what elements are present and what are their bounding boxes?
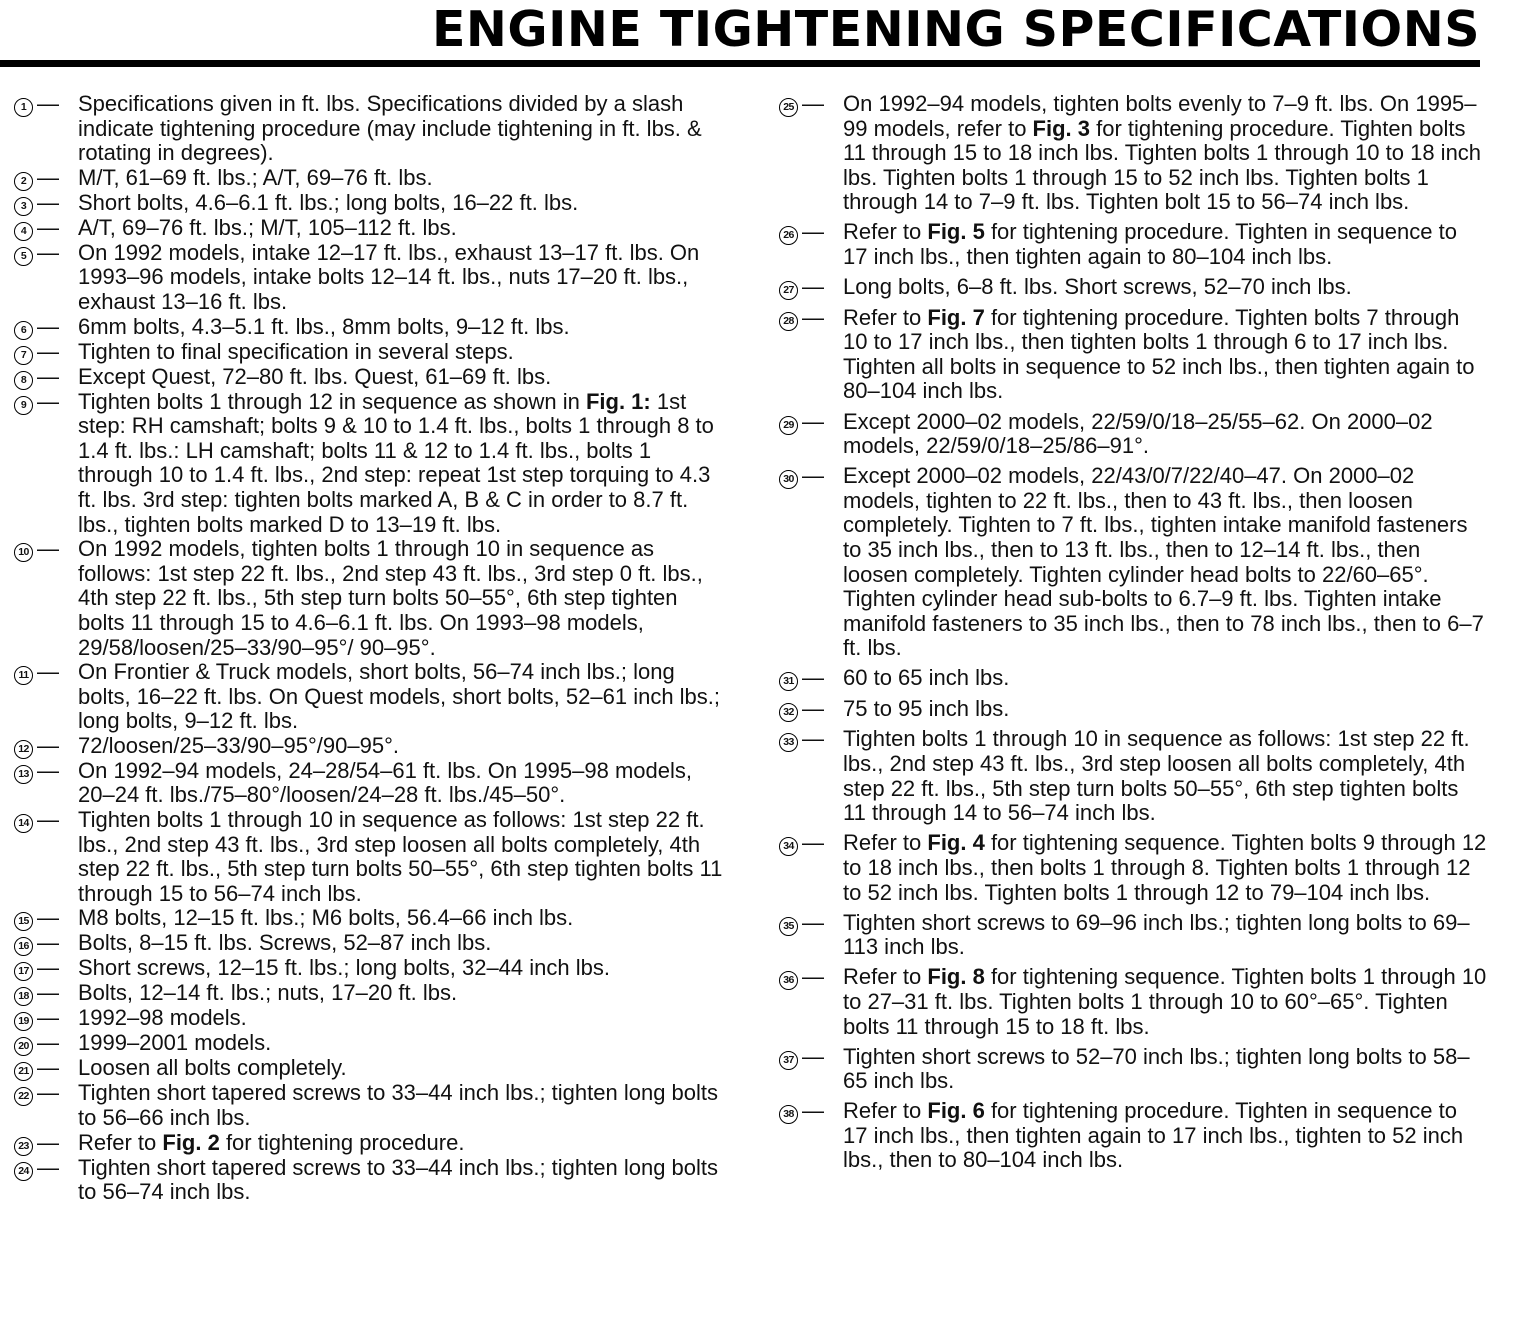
note-text-part: for tightening procedure. Tighten in sequence to 17 inch lbs., then tighten again to 80–104 inch lbs. [843,219,1457,270]
note-dash: — [802,830,824,856]
note-number-circle: 25 [779,98,798,117]
figure-reference: Fig. 3 [1032,115,1090,141]
note-text-part: 1st step: RH camshaft; bolts 9 & 10 to 1.4 ft. lbs., bolts 1 through 8 to 1.4 ft. lbs.: LH camshaft; bolts 11 & 12 to 1.4 ft. lbs., bolts 1 through 10 to 1.4 ft. lbs., 2nd step: repeat 1st step torquing to 4.3 ft. lbs. 3rd step: tighten bolts marked A, B & C in order to 8.7 ft. lbs., tighten bolts marked D to 13–19 ft. lbs. [78,388,714,537]
note-text [78,1081,724,1130]
note-text-part: Tighten short tapered screws to 33–44 inch lbs.; tighten long bolts to 56–66 inch lbs. [78,1080,719,1131]
note-dash: — [802,726,824,752]
spec-note [779,666,1487,691]
note-text-part: Tighten bolts 1 through 10 in sequence as follows: 1st step 22 ft. lbs., 2nd step 43 ft. lbs., 3rd step loosen all bolts completely, 4th step 22 ft. lbs., 5th step turn bolts 50–55°, 6th step tighten bolts 11 through 14 to 56–74 inch lbs. [843,726,1470,826]
note-text [843,1045,1487,1094]
note-text-part: Tighten bolts 1 through 12 in sequence as shown in [78,388,586,414]
note-number-circle: 19 [14,1012,33,1031]
note-text-part: Short bolts, 4.6–6.1 ft. lbs.; long bolts, 16–22 ft. lbs. [78,189,579,215]
spec-note [14,1031,724,1056]
note-text-part: Long bolts, 6–8 ft. lbs. Short screws, 52–70 inch lbs. [843,274,1352,300]
note-marker [779,727,843,752]
note-text [843,727,1487,825]
note-marker [14,734,78,759]
note-marker [14,315,78,340]
note-text-part: for tightening procedure. [219,1129,465,1155]
note-number-circle: 12 [14,740,33,759]
note-number-circle: 15 [14,912,33,931]
note-text [78,241,724,315]
note-text [843,275,1487,300]
title-underline [0,60,1480,67]
note-text-part: Tighten short screws to 69–96 inch lbs.; tighten long bolts to 69–113 inch lbs. [843,909,1470,960]
note-dash: — [37,338,59,364]
note-dash: — [37,757,59,783]
spec-note [14,1006,724,1031]
spec-note [14,191,724,216]
note-number-circle: 37 [779,1051,798,1070]
spec-note [14,931,724,956]
note-number-circle: 32 [779,703,798,722]
note-number-circle: 18 [14,987,33,1006]
note-dash: — [37,905,59,931]
note-dash: — [802,408,824,434]
note-dash: — [37,980,59,1006]
note-marker [14,537,78,562]
note-text [78,956,724,981]
note-number-circle: 20 [14,1037,33,1056]
spec-note [779,306,1487,404]
figure-reference: Fig. 4 [927,830,985,856]
note-dash: — [37,363,59,389]
note-dash: — [37,189,59,215]
note-text [78,1006,724,1031]
note-text-part: 1999–2001 models. [78,1030,272,1056]
notes-column-right [779,92,1487,1179]
note-dash: — [37,1055,59,1081]
spec-note [779,275,1487,300]
spec-note [779,92,1487,215]
note-number-circle: 7 [14,346,33,365]
note-dash: — [802,219,824,245]
note-marker [14,390,78,415]
note-marker [779,911,843,936]
note-text [78,759,724,808]
note-text-part: Refer to [843,1098,928,1124]
note-text [78,1156,724,1205]
figure-reference: Fig. 6 [927,1098,985,1124]
spec-note [14,734,724,759]
note-text-part: Refer to [843,219,928,245]
note-dash: — [37,930,59,956]
note-marker [14,241,78,266]
note-text-part: Tighten to final specification in several steps. [78,338,514,364]
note-text-part: for tightening procedure. Tighten bolts 7 through 10 to 17 inch lbs., then tighten bolts 1 through 6 to 17 inch lbs. Tighten all bolts in sequence to 52 inch lbs., then tighten again to 80–104 inch lbs. [843,304,1475,404]
spec-note [14,390,724,538]
spec-note [779,220,1487,269]
spec-note [779,464,1487,661]
spec-note [779,697,1487,722]
note-text [78,734,724,759]
note-text [78,660,724,734]
note-text [78,906,724,931]
note-marker [14,1031,78,1056]
note-marker [779,92,843,117]
note-number-circle: 14 [14,814,33,833]
note-text-part: Tighten bolts 1 through 10 in sequence as follows: 1st step 22 ft. lbs., 2nd step 43 ft. lbs., 3rd step loosen all bolts completely, 4th step 22 ft. lbs., 5th step turn bolts 50–55°, 6th step tighten bolts 11 through 15 to 56–74 inch lbs. [78,807,723,906]
note-text [78,216,724,241]
note-number-circle: 38 [779,1105,798,1124]
note-marker [779,965,843,990]
note-number-circle: 35 [779,917,798,936]
note-text [843,410,1487,459]
note-marker [14,931,78,956]
spec-note [14,92,724,166]
note-text-part: Refer to [843,304,928,330]
note-dash: — [37,91,59,116]
note-text-part: Except Quest, 72–80 ft. lbs. Quest, 61–69 ft. lbs. [78,363,552,389]
note-dash: — [802,964,824,990]
note-number-circle: 17 [14,962,33,981]
note-text-part: Refer to [843,964,928,990]
note-text [78,166,724,191]
note-text-part: Except 2000–02 models, 22/43/0/7/22/40–47. On 2000–02 models, tighten to 22 ft. lbs., then to 43 ft. lbs., then loosen completely. Tighten to 7 ft. lbs., tighten intake manifold fasteners to 35 inch lbs., then to 13 ft. lbs., then to 12–14 ft. lbs., then loosen completely. Tighten cylinder head bolts to 22/60–65°. Tighten cylinder head sub-bolts to 6.7–9 ft. lbs. Tighten intake manifold fasteners to 35 inch lbs., then to 78 inch lbs., then to 6–7 ft. lbs. [843,463,1484,661]
note-text [78,808,724,906]
note-text-part: Except 2000–02 models, 22/59/0/18–25/55–62. On 2000–02 models, 22/59/0/18–25/86–91°. [843,408,1433,459]
note-text-part: 1992–98 models. [78,1005,247,1031]
spec-note [14,660,724,734]
spec-note [14,340,724,365]
note-number-circle: 33 [779,733,798,752]
note-text [78,92,724,166]
note-text-part: for tightening sequence. Tighten bolts 9 through 12 to 18 inch lbs., then bolts 1 through 8. Tighten bolts 1 through 12 to 52 inch lbs. Tighten bolts 1 through 12 to 79–104 inch lbs. [843,830,1487,905]
note-marker [14,759,78,784]
note-dash: — [37,313,59,339]
note-text-part: A/T, 69–76 ft. lbs.; M/T, 105–112 ft. lbs. [78,214,457,240]
spec-note [14,808,724,906]
note-number-circle: 23 [14,1137,33,1156]
spec-note [779,727,1487,825]
note-number-circle: 31 [779,672,798,691]
note-dash: — [37,1080,59,1106]
note-dash: — [37,659,59,685]
figure-reference: Fig. 8 [927,964,985,990]
note-marker [779,697,843,722]
note-marker [14,216,78,241]
note-dash: — [37,1129,59,1155]
note-text [78,1056,724,1081]
spec-note [14,1131,724,1156]
note-text [78,931,724,956]
note-text-part: Bolts, 12–14 ft. lbs.; nuts, 17–20 ft. lbs. [78,980,458,1006]
note-number-circle: 4 [14,222,33,241]
note-marker [14,1006,78,1031]
note-number-circle: 2 [14,172,33,191]
note-text [78,315,724,340]
note-text-part: On 1992–94 models, tighten bolts evenly to 7–9 ft. lbs. On 1995–99 models, refer to [843,91,1477,141]
note-text [78,365,724,390]
note-marker [14,92,78,117]
figure-reference: Fig. 5 [927,219,985,245]
note-number-circle: 29 [779,416,798,435]
note-marker [14,1156,78,1181]
note-number-circle: 24 [14,1162,33,1181]
note-text-part: for tightening procedure. Tighten in sequence to 17 inch lbs., then tighten again to 17 inch lbs., tighten to 52 inch lbs., then to 80–104 inch lbs. [843,1098,1464,1173]
note-text [78,981,724,1006]
note-text [78,1031,724,1056]
note-number-circle: 1 [14,98,33,117]
note-text-part: Tighten short screws to 52–70 inch lbs.; tighten long bolts to 58–65 inch lbs. [843,1043,1470,1094]
note-marker [779,410,843,435]
note-marker [14,365,78,390]
spec-note [14,166,724,191]
note-text-part: for tightening sequence. Tighten bolts 1 through 10 to 27–31 ft. lbs. Tighten bolts 1 through 10 to 60°–65°. Tighten bolts 11 through 15 to 18 ft. lbs. [843,964,1487,1039]
note-dash: — [37,239,59,265]
note-marker [779,275,843,300]
spec-note [14,241,724,315]
spec-note [14,537,724,660]
note-dash: — [37,214,59,240]
note-text-part: Refer to [78,1129,163,1155]
note-text [843,220,1487,269]
note-dash: — [802,909,824,935]
note-marker [779,831,843,856]
note-text [78,1131,724,1156]
spec-note [14,315,724,340]
note-text-part: Loosen all bolts completely. [78,1055,347,1081]
note-number-circle: 27 [779,281,798,300]
note-dash: — [37,536,59,562]
note-text-part: Bolts, 8–15 ft. lbs. Screws, 52–87 inch lbs. [78,930,492,956]
spec-note [779,831,1487,905]
spec-note [14,1081,724,1130]
note-number-circle: 10 [14,543,33,562]
note-dash: — [802,274,824,300]
note-dash: — [37,955,59,981]
note-number-circle: 26 [779,226,798,245]
note-text [843,911,1487,960]
spec-note [14,759,724,808]
note-marker [14,981,78,1006]
note-number-circle: 36 [779,971,798,990]
note-marker [14,1131,78,1156]
note-marker [779,1099,843,1124]
note-text [843,306,1487,404]
note-number-circle: 13 [14,765,33,784]
note-text [843,464,1487,661]
note-dash: — [37,807,59,833]
note-marker [779,666,843,691]
note-dash: — [802,665,824,691]
note-dash: — [37,732,59,758]
note-dash: — [37,1030,59,1056]
note-marker [14,340,78,365]
figure-reference: Fig. 2 [162,1129,220,1155]
note-marker [14,166,78,191]
note-marker [779,1045,843,1070]
note-text [843,965,1487,1039]
note-dash: — [37,1154,59,1180]
note-text-part: On Frontier & Truck models, short bolts, 56–74 inch lbs.; long bolts, 16–22 ft. lbs. On Quest models, short bolts, 52–61 inch lbs.; long bolts, 9–12 ft. lbs. [78,659,721,734]
spec-note [779,911,1487,960]
note-number-circle: 22 [14,1087,33,1106]
note-text [843,666,1487,691]
spec-note [14,906,724,931]
note-text-part: 60 to 65 inch lbs. [843,665,1010,691]
note-number-circle: 21 [14,1062,33,1081]
note-number-circle: 34 [779,837,798,856]
note-text [78,191,724,216]
note-dash: — [802,695,824,721]
note-text-part: 72/loosen/25–33/90–95°/90–95°. [78,732,399,758]
spec-note [14,1156,724,1205]
note-text [843,697,1487,722]
note-text-part: for tightening procedure. Tighten bolts 11 through 15 to 18 inch lbs. Tighten bolts 1 through 10 to 18 inch lbs. Tighten bolts 1 through 15 to 52 inch lbs. Tighten bolts 1 through 14 to 7–9 ft. lbs. Tighten bolt 15 to 56–74 inch lbs. [843,115,1482,215]
note-number-circle: 6 [14,321,33,340]
note-marker [14,191,78,216]
spec-note [14,216,724,241]
figure-reference: Fig. 1: [585,388,651,414]
note-number-circle: 30 [779,470,798,489]
note-text-part: Specifications given in ft. lbs. Specifications divided by a slash indicate tightening procedure (may include tightening in ft. lbs. & rotating in degrees). [78,91,702,166]
note-marker [14,1056,78,1081]
spec-note [14,365,724,390]
note-marker [14,956,78,981]
note-text-part: Refer to [843,830,928,856]
note-number-circle: 8 [14,371,33,390]
note-number-circle: 28 [779,312,798,331]
note-text-part: On 1992–94 models, 24–28/54–61 ft. lbs. On 1995–98 models, 20–24 ft. lbs./75–80°/loosen/24–28 ft. lbs./45–50°. [78,757,692,808]
note-text [843,92,1487,215]
note-text-part: 75 to 95 inch lbs. [843,695,1010,721]
figure-reference: Fig. 7 [927,304,985,330]
note-text [78,390,724,538]
note-number-circle: 11 [14,666,33,685]
note-number-circle: 5 [14,247,33,266]
note-marker [779,220,843,245]
note-marker [779,306,843,331]
note-text [843,831,1487,905]
note-number-circle: 3 [14,197,33,216]
note-dash: — [802,463,824,489]
note-dash: — [802,304,824,330]
page-title: ENGINE TIGHTENING SPECIFICATIONS [431,1,1480,58]
note-text-part: Short screws, 12–15 ft. lbs.; long bolts, 32–44 inch lbs. [78,955,610,981]
spec-note [14,1056,724,1081]
note-dash: — [802,1098,824,1124]
spec-note [14,956,724,981]
note-text-part: On 1992 models, intake 12–17 ft. lbs., exhaust 13–17 ft. lbs. On 1993–96 models, intake bolts 12–14 ft. lbs., nuts 17–20 ft. lbs., exhaust 13–16 ft. lbs. [78,239,700,314]
note-marker [779,464,843,489]
note-number-circle: 9 [14,396,33,415]
spec-note [779,1099,1487,1173]
note-text-part: 6mm bolts, 4.3–5.1 ft. lbs., 8mm bolts, 9–12 ft. lbs. [78,313,570,339]
note-text-part: On 1992 models, tighten bolts 1 through 10 in sequence as follows: 1st step 22 ft. lbs., 2nd step 43 ft. lbs., 3rd step 0 ft. lbs., 4th step 22 ft. lbs., 5th step turn bolts 50–55°, 6th step tighten bolts 11 through 15 to 4.6–6.1 ft. lbs. On 1993–98 models, 29/58/loosen/25–33/90–95°/ 90–95°. [78,536,703,660]
note-dash: — [37,164,59,190]
note-marker [14,660,78,685]
note-text [843,1099,1487,1173]
note-marker [14,906,78,931]
note-dash: — [802,91,824,116]
spec-note [14,981,724,1006]
note-number-circle: 16 [14,937,33,956]
notes-column-left [14,92,724,1205]
note-text [78,537,724,660]
note-marker [14,808,78,833]
note-dash: — [37,1005,59,1031]
note-text-part: Tighten short tapered screws to 33–44 inch lbs.; tighten long bolts to 56–74 inch lbs. [78,1154,719,1205]
spec-note [779,1045,1487,1094]
note-dash: — [802,1043,824,1069]
note-marker [14,1081,78,1106]
note-text [78,340,724,365]
note-text-part: M8 bolts, 12–15 ft. lbs.; M6 bolts, 56.4–66 inch lbs. [78,905,574,931]
note-text-part: M/T, 61–69 ft. lbs.; A/T, 69–76 ft. lbs. [78,164,433,190]
note-dash: — [37,388,59,414]
spec-note [779,965,1487,1039]
spec-note [779,410,1487,459]
